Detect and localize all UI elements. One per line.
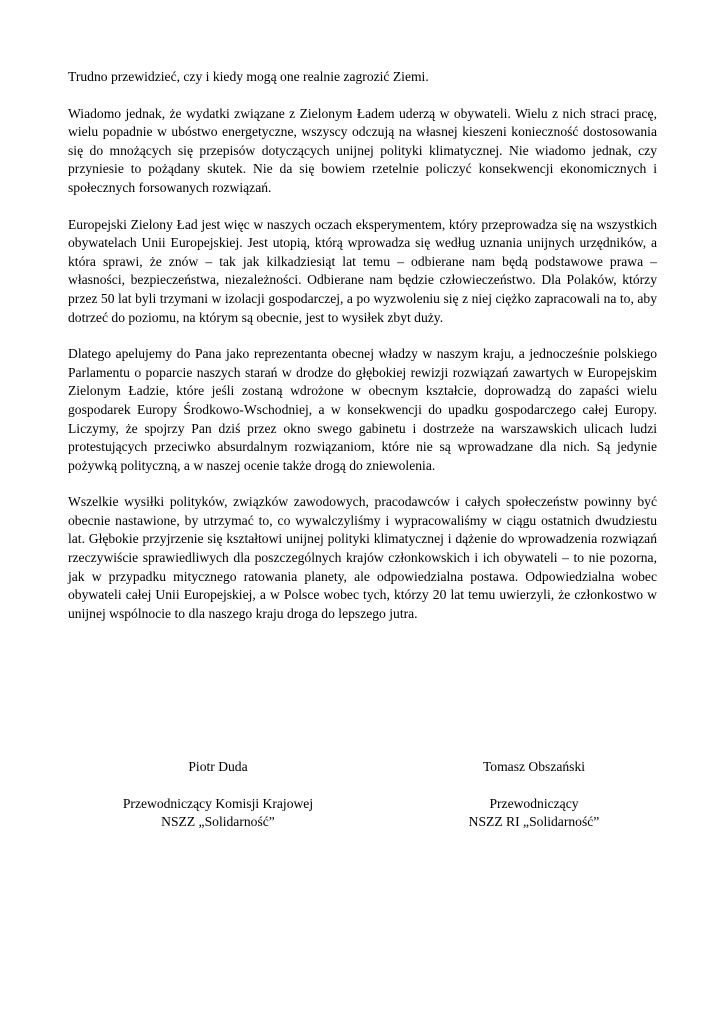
signatory-organization: NSZZ RI „Solidarność” [468, 814, 600, 830]
paragraph: Europejski Zielony Ład jest więc w naszych oczach eksperymentem, który przeprowadza się na wszystkich obywatelach Unii Europejskiej. Jest utopią, którą wprowadza się według uznania unijnych urzędników, a która sprawi, że znów – tak jak kilkadziesiąt lat temu – odbierane nam będą podstawowe prawa – własności, bezpieczeństwa, niezależności. Odbierane nam będzie człowieczeństwo. Dla Polaków, którzy przez 50 lat byli trzymani w izolacji gospodarczej, a po wyzwoleniu się z niej ciężko zapracowali na to, aby dotrzeć do poziomu, na którym są obecnie, jest to wysiłek zbyt duży. [68, 216, 657, 325]
signature-left [88, 758, 348, 832]
signatory-organization: NSZZ „Solidarność” [161, 814, 275, 830]
paragraph: Dlatego apelujemy do Pana jako reprezentanta obecnej władzy w naszym kraju, a jednocześnie polskiego Parlamentu o poparcie naszych starań w drodze do głębokiej rewizji rozwiązań zawartych w Europejskim Zielonym Ładzie, które jeśli zostaną wdrożone w obecnym kształcie, doprowadzą do zapaści wielu gospodarek Europy Środkowo-Wschodniej, a w konsekwencji do upadku gospodarczego całej Europy. Liczymy, że spojrzy Pan dziś przez okno swego gabinetu i dostrzeże na warszawskich ulicach ludzi protestujących przeciwko absurdalnym rozwiązaniom, które nie są wprowadzane dla nich. Są jedynie pożywką polityczną, a w naszej ocenie także drogą do zniewolenia. [68, 346, 657, 473]
signatory-name: Tomasz Obszański [482, 759, 586, 774]
signatory-role: Przewodniczący [489, 795, 579, 811]
signature-block [68, 758, 657, 838]
letter-body [68, 68, 657, 641]
signatory-role: Przewodniczący Komisji Krajowej [122, 795, 314, 811]
signature-right [414, 758, 654, 832]
paragraph: Wszelkie wysiłki polityków, związków zawodowych, pracodawców i całych społeczeństw powinny być obecnie nastawione, by utrzymać to, co wywalczyliśmy i wypracowaliśmy w ciągu ostatnich dwudziestu lat. Głębokie przyjrzenie się kształtowi unijnej polityki klimatycznej i dążenie do wprowadzenia rozwiązań rzeczywiście sprawiedliwych dla poszczególnych krajów członkowskich i ich obywateli – to nie pozorna, jak w przypadku mitycznego ratowania planety, ale odpowiedzialna postawa. Odpowiedzialna wobec obywateli całej Unii Europejskiej, a w Polsce wobec tych, którzy 20 lat temu uwierzyli, że członkostwo w unijnej wspólnocie to dla naszego kraju droga do lepszego jutra. [68, 494, 657, 621]
paragraph: Wiadomo jednak, że wydatki związane z Zielonym Ładem uderzą w obywateli. Wielu z nich straci pracę, wielu popadnie w ubóstwo energetyczne, wszyscy odczują na własnej kieszeni konieczność dostosowania się do mnożących się przepisów dotyczących unijnej polityki klimatycznej. Nie wiadomo jednak, czy przyniesie to pożądany skutek. Nie da się bowiem rzetelnie policzyć konsekwencji ekonomicznych i społecznych forsowanych rozwiązań. [68, 105, 657, 195]
paragraph: Trudno przewidzieć, czy i kiedy mogą one realnie zagrozić Ziemi. [68, 69, 429, 84]
signatory-name: Piotr Duda [188, 759, 248, 774]
